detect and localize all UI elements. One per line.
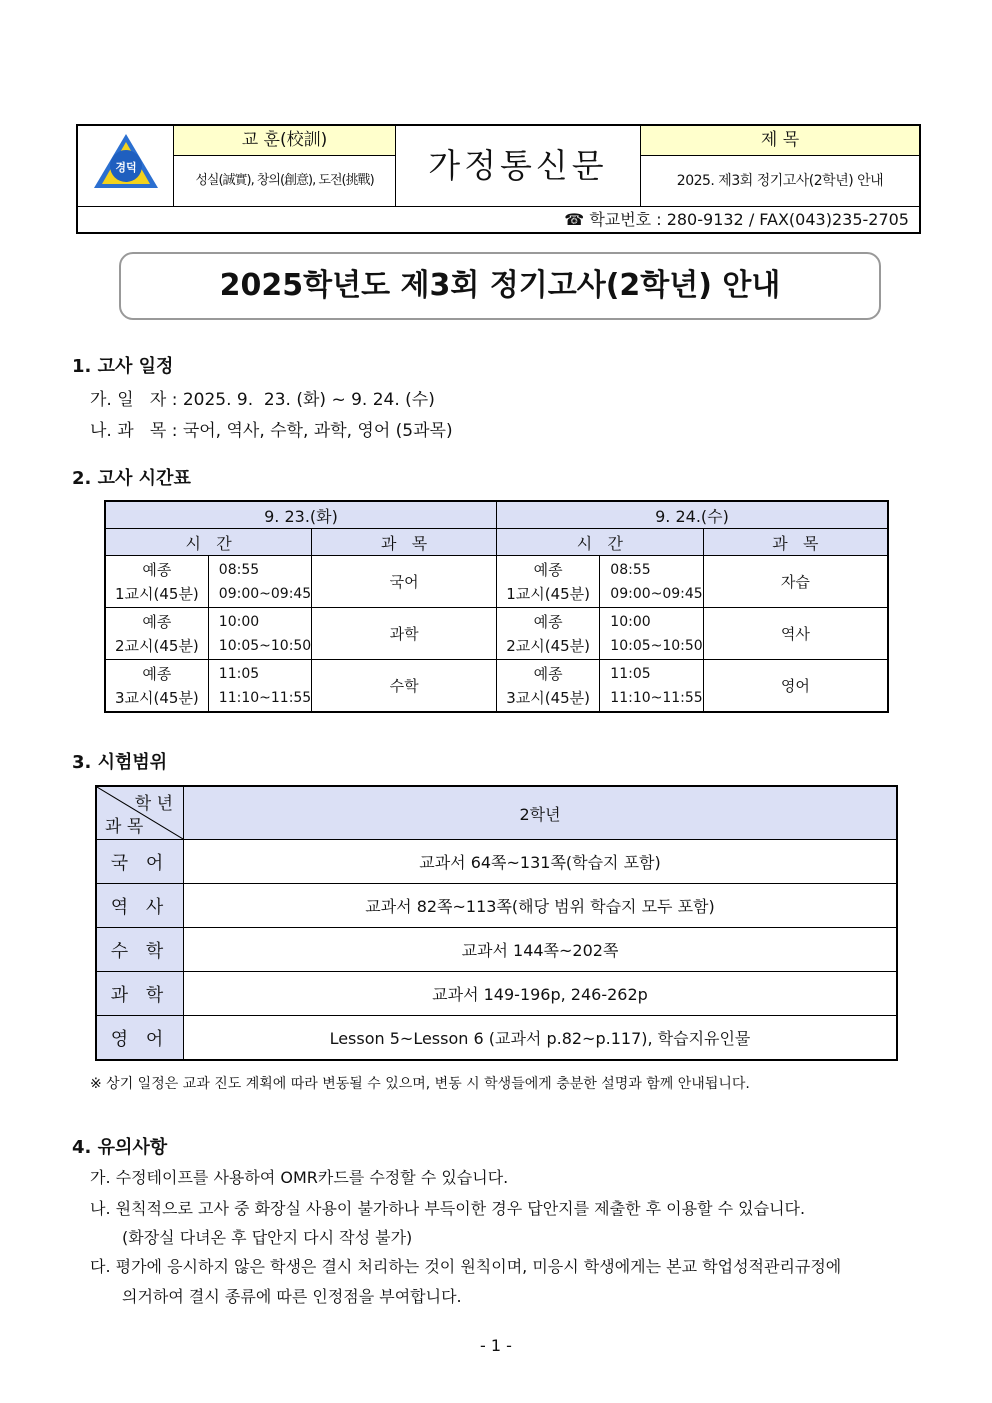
- caution-item-2: 나. 원칙적으로 고사 중 화장실 사용이 불가하나 부득이한 경우 답안지를 제출한 후 이용할 수 있습니다.: [90, 1199, 806, 1218]
- time-cell: [600, 556, 703, 608]
- time-cell: [208, 556, 311, 608]
- logo-text: 경덕: [115, 161, 137, 174]
- time-cell: [600, 608, 703, 660]
- corner-grade-label: 학 년: [134, 794, 173, 814]
- school-logo: [78, 126, 174, 206]
- prep-time: 10:00: [610, 613, 651, 630]
- prep-label: 예종: [533, 612, 563, 631]
- prep-time: 11:05: [610, 665, 651, 682]
- page-number: - 1 -: [480, 1336, 512, 1355]
- page-title: 2025학년도 제3회 정기고사(2학년) 안내: [119, 252, 881, 320]
- prep-label: 예종: [533, 560, 563, 579]
- exam-time: 11:10~11:55: [610, 689, 703, 706]
- prep-time: 10:00: [218, 613, 260, 630]
- subject-cell: 수학: [312, 660, 497, 713]
- period-cell: [105, 660, 208, 713]
- range-subject: 과 학: [96, 972, 184, 1016]
- range-subject: 국 어: [96, 840, 184, 884]
- caution-item-3-cont: 의거하여 결시 종류에 따른 인정점을 부여합니다.: [122, 1287, 462, 1306]
- section3-heading: 3. 시험범위: [72, 752, 168, 773]
- exam-time: 09:00~09:45: [610, 585, 703, 602]
- range-subject: 역 사: [96, 884, 184, 928]
- table-row: [96, 972, 897, 1016]
- range-value: Lesson 5~Lesson 6 (교과서 p.82~p.117), 학습지유인물: [184, 1016, 898, 1061]
- document-title: 가정통신문: [396, 126, 641, 206]
- contact-info: ☎ 학교번호 : 280-9132 / FAX(043)235-2705: [78, 206, 919, 232]
- range-value: 교과서 144쪽~202쪽: [184, 928, 898, 972]
- col-subject-header: 과 목: [312, 529, 497, 556]
- subject-value: 2025. 제3회 정기고사(2학년) 안내: [676, 173, 884, 189]
- school-logo-cell: [78, 126, 174, 206]
- motto-value: 성실(誠實), 창의(創意), 도전(挑戰): [174, 156, 396, 206]
- section2-heading: 2. 고사 시간표: [72, 468, 191, 489]
- caution-item-3: 다. 평가에 응시하지 않은 학생은 결시 처리하는 것이 원칙이며, 미응시 학생에게는 본교 학업성적관리규정에: [90, 1257, 842, 1276]
- table-row: [105, 660, 888, 713]
- period-label: 3교시(45분): [114, 688, 199, 707]
- period-cell: [496, 660, 599, 713]
- subject-cell: 자습: [703, 556, 888, 608]
- section4-heading: 4. 유의사항: [72, 1137, 168, 1158]
- corner-subject-label: 과 목: [105, 817, 144, 837]
- prep-time: 08:55: [610, 561, 651, 578]
- subject-label: 제 목: [641, 126, 919, 156]
- time-cell: [208, 608, 311, 660]
- table-row: [96, 1016, 897, 1061]
- period-label: 2교시(45분): [506, 636, 591, 655]
- table-row: [105, 556, 888, 608]
- period-cell: [105, 556, 208, 608]
- range-value: 교과서 82쪽~113쪽(해당 범위 학습지 모두 포함): [184, 884, 898, 928]
- range-subject: 수 학: [96, 928, 184, 972]
- subject-cell: 과학: [312, 608, 497, 660]
- subject-cell: 영어: [703, 660, 888, 713]
- subject-cell: 역사: [703, 608, 888, 660]
- period-label: 3교시(45분): [506, 688, 591, 707]
- range-subject: 영 어: [96, 1016, 184, 1061]
- exam-time: 10:05~10:50: [610, 637, 703, 654]
- prep-label: 예종: [142, 664, 172, 683]
- range-value: 교과서 64쪽~131쪽(학습지 포함): [184, 840, 898, 884]
- exam-timetable: [104, 500, 889, 713]
- subject-cell: 국어: [312, 556, 497, 608]
- range-value: 교과서 149-196p, 246-262p: [184, 972, 898, 1016]
- exam-subjects-line: 나. 과 목 : 국어, 역사, 수학, 과학, 영어 (5과목): [90, 421, 453, 441]
- schedule-note: ※ 상기 일정은 교과 진도 계획에 따라 변동될 수 있으며, 변동 시 학생들에게 충분한 설명과 함께 안내됩니다.: [90, 1076, 750, 1092]
- table-row: [105, 608, 888, 660]
- time-cell: [600, 660, 703, 713]
- prep-time: 11:05: [218, 665, 260, 682]
- col-subject-header: 과 목: [703, 529, 888, 556]
- grade-header: 2학년: [184, 786, 898, 840]
- prep-label: 예종: [142, 560, 172, 579]
- day2-header: 9. 24.(수): [496, 501, 888, 529]
- col-time-header: 시 간: [105, 529, 312, 556]
- section1-heading: 1. 고사 일정: [72, 356, 174, 377]
- prep-label: 예종: [142, 612, 172, 631]
- prep-label: 예종: [533, 664, 563, 683]
- period-cell: [496, 608, 599, 660]
- motto-label: 교 훈(校訓): [174, 126, 396, 156]
- prep-time: 08:55: [218, 561, 260, 578]
- time-cell: [208, 660, 311, 713]
- table-row: [96, 884, 897, 928]
- exam-time: 10:05~10:50: [218, 637, 312, 654]
- period-cell: [105, 608, 208, 660]
- exam-time: 09:00~09:45: [218, 585, 312, 602]
- col-time-header: 시 간: [496, 529, 703, 556]
- newsletter-header: [76, 124, 921, 234]
- period-cell: [496, 556, 599, 608]
- day1-header: 9. 23.(화): [105, 501, 496, 529]
- period-label: 2교시(45분): [114, 636, 199, 655]
- exam-date-line: 가. 일 자 : 2025. 9. 23. (화) ~ 9. 24. (수): [90, 390, 435, 410]
- period-label: 1교시(45분): [114, 584, 199, 603]
- caution-item-2-note: (화장실 다녀온 후 답안지 다시 작성 불가): [122, 1228, 413, 1247]
- exam-range-table: [95, 785, 898, 1061]
- exam-time: 11:10~11:55: [218, 689, 312, 706]
- table-row: [96, 928, 897, 972]
- period-label: 1교시(45분): [506, 584, 591, 603]
- caution-item-1: 가. 수정테이프를 사용하여 OMR카드를 수정할 수 있습니다.: [90, 1168, 509, 1187]
- table-row: [96, 840, 897, 884]
- corner-header: [96, 786, 184, 840]
